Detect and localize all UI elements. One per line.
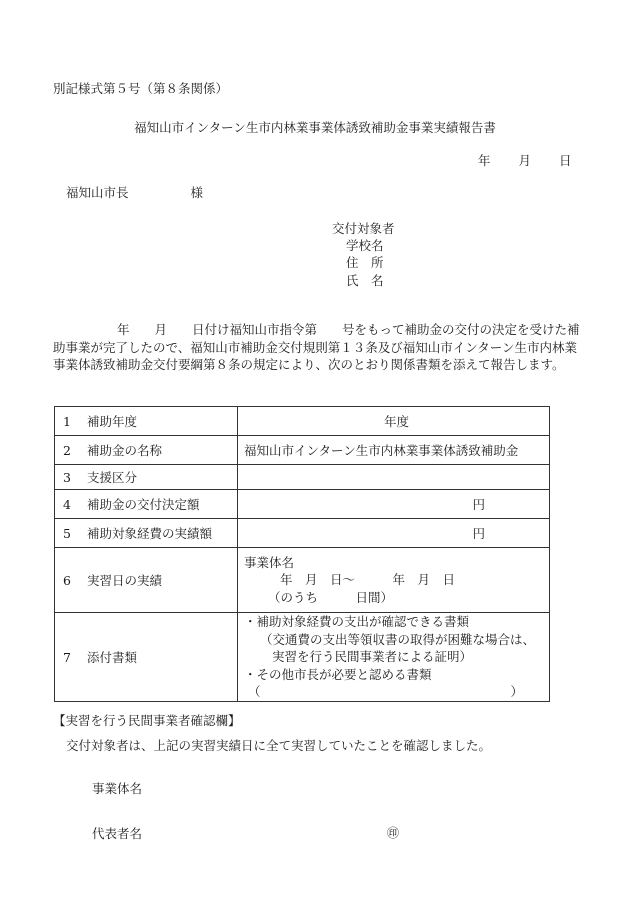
row-value <box>238 613 550 702</box>
date-line <box>478 151 572 169</box>
attachment-line: ・その他市長が必要と認める書類 <box>244 666 432 682</box>
recipient-name-field: 氏 名 <box>346 273 384 288</box>
row-value: 年度 <box>238 407 550 436</box>
row-label <box>55 519 238 548</box>
row-number: 4 <box>63 497 71 512</box>
table-row <box>55 548 550 613</box>
row-label-text: 補助対象経費の実績額 <box>87 526 213 541</box>
date-day-label: 日 <box>559 153 572 168</box>
row-number: 2 <box>63 443 71 458</box>
row-label <box>55 465 238 490</box>
representative-name-label: 代表者名 <box>92 826 143 841</box>
row-label <box>55 407 238 436</box>
table-row <box>55 519 550 548</box>
attachment-line: （ ） <box>248 684 524 699</box>
addressee <box>66 183 203 201</box>
yen-unit: 円 <box>472 526 485 541</box>
row-label <box>55 490 238 519</box>
attachment-line: ・補助対象経費の支出が確認できる書類 <box>244 614 470 629</box>
row-value <box>238 519 550 548</box>
row-value <box>238 548 550 613</box>
row-label-text: 補助金の交付決定額 <box>87 497 200 512</box>
row-label-text: 支援区分 <box>87 470 138 485</box>
date-month-label: 月 <box>518 153 532 168</box>
row-label-text: 実習日の実績 <box>87 573 163 588</box>
report-body-text <box>53 321 589 374</box>
row-label <box>55 436 238 465</box>
addressee-honorific: 様 <box>190 185 204 200</box>
row-label <box>55 548 238 613</box>
row-value <box>238 465 550 490</box>
seal-mark: ㊞ <box>387 826 400 840</box>
row-number: 7 <box>63 649 71 665</box>
table-row <box>55 490 550 519</box>
confirmation-heading: 【実習を行う民間事業者確認欄】 <box>53 713 241 728</box>
form-reference: 別記様式第５号（第８条関係） <box>53 81 229 96</box>
row-label-text: 補助年度 <box>87 414 138 429</box>
table-row <box>55 436 550 465</box>
table-row <box>55 465 550 490</box>
row-label-text: 添付書類 <box>87 649 138 665</box>
table-row <box>55 613 550 702</box>
date-range-line: 年 月 日～ 年 月 日 <box>280 572 456 588</box>
addressee-name: 福知山市長 <box>66 185 129 200</box>
report-body-content: 年 月 日付け福知山市指令第 号をもって補助金の交付の決定を受けた補助事業が完了したので、福知山市補助金交付規則第１３条及び福知山市インターン生市内林業事業体誘致補助金交付要綱第８条の規定により、次のとおり関係書類を添えて報告します。 <box>53 322 580 372</box>
table-row <box>55 407 550 436</box>
yen-unit: 円 <box>472 497 485 512</box>
row-label-text: 補助金の名称 <box>87 443 163 458</box>
business-name-line: 事業体名 <box>244 554 295 570</box>
document-title: 福知山市インターン生市内林業事業体誘致補助金事業実績報告書 <box>134 120 496 135</box>
days-count-line: （のうち 日間） <box>268 589 394 605</box>
recipient-school-field: 学校名 <box>346 238 384 253</box>
row-label <box>55 613 238 702</box>
date-year-label: 年 <box>478 153 491 168</box>
attachment-line: 実習を行う民間事業者による証明） <box>272 649 473 664</box>
attachment-line: （交通費の支出等領収書の取得が困難な場合は、 <box>260 631 536 647</box>
row-number: 6 <box>63 573 71 588</box>
row-number: 5 <box>63 526 71 541</box>
recipient-label: 交付対象者 <box>332 221 395 236</box>
row-number: 3 <box>63 470 71 485</box>
business-name-label: 事業体名 <box>92 781 143 796</box>
report-table <box>54 406 550 702</box>
confirmation-text: 交付対象者は、上記の実習実績日に全て実習していたことを確認しました。 <box>66 738 492 753</box>
row-value <box>238 490 550 519</box>
recipient-address-field: 住 所 <box>346 255 384 270</box>
row-number: 1 <box>63 414 71 429</box>
row-value: 福知山市インターン生市内林業事業体誘致補助金 <box>238 436 550 465</box>
